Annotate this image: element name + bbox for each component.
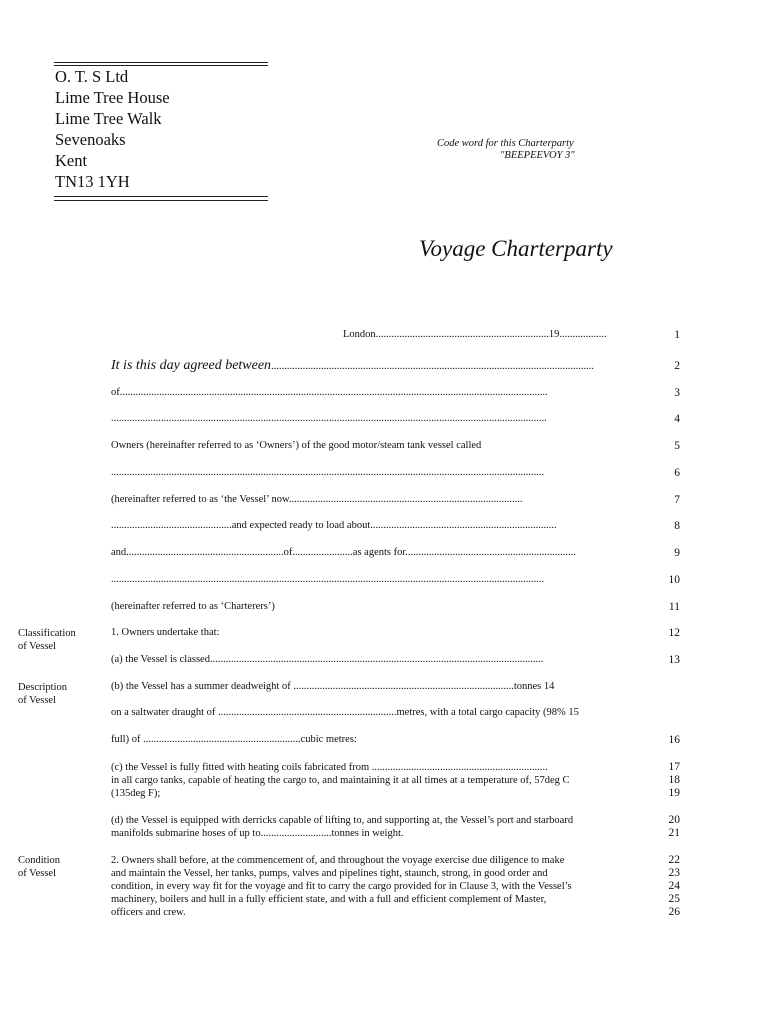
paragraph-line: manifolds submarine hoses of up to...........................tonnes in weight. — [111, 828, 404, 839]
header-rule-top-1 — [54, 62, 268, 63]
line-number: 10 — [668, 574, 680, 586]
address-line: Kent — [55, 151, 88, 170]
form-line-14: (b) the Vessel has a summer deadweight of ....................................................................................tonnes 14 — [111, 681, 555, 692]
line-number: 4 — [674, 413, 680, 425]
paragraph-line: machinery, boilers and hull in a fully efficient state, and with a full and efficient complement of Master, — [111, 894, 547, 905]
form-line-11: (hereinafter referred to as ‘Charterers’) — [111, 601, 275, 612]
paragraph-line: 2. Owners shall before, at the commencement of, and throughout the voyage exercise due diligence to make — [111, 855, 565, 866]
line-number: 12 — [668, 627, 680, 639]
address-line: Lime Tree Walk — [55, 109, 162, 128]
paragraph-line: officers and crew. — [111, 907, 186, 918]
line-number: 2 — [674, 360, 680, 372]
form-line-10: ..................................................................................................................................................................... — [111, 574, 545, 585]
paragraph-d-numbers — [669, 814, 681, 840]
line-number: 23 — [668, 867, 680, 879]
form-line-2: It is this day agreed between........................................................................................................................... — [111, 358, 594, 373]
form-line-4: ...................................................................................................................................................................... — [111, 413, 547, 424]
form-line-1: London..................................................................19.................. — [343, 329, 607, 340]
form-line-16: full) of ............................................................cubic metres: — [111, 734, 357, 745]
form-line-6: ..................................................................................................................................................................... — [111, 467, 545, 478]
address-line: Sevenoaks — [55, 130, 126, 149]
header-rule-bottom-2 — [54, 200, 268, 201]
line-number: 26 — [668, 906, 680, 918]
paragraph-line: (d) the Vessel is equipped with derricks capable of lifting to, and supporting at, the Vessel’s port and starboard — [111, 815, 574, 826]
form-line-5: Owners (hereinafter referred to as ‘Owners’) of the good motor/steam tank vessel called — [111, 440, 482, 451]
form-line-12: 1. Owners undertake that: — [111, 627, 220, 638]
address-line: O. T. S Ltd — [55, 67, 129, 86]
form-line-15: on a saltwater draught of ....................................................................metres, with a total cargo capacity (98% 15 — [111, 707, 579, 718]
code-word-label: Code word for this Charterparty — [437, 138, 574, 149]
line-number: 7 — [674, 494, 680, 506]
paragraph-line: (135deg F); — [111, 788, 161, 799]
line-number: 16 — [668, 734, 680, 746]
clause-2-numbers — [669, 854, 681, 919]
line-number: 8 — [674, 520, 680, 532]
address-line: TN13 1YH — [55, 172, 130, 191]
paragraph-c — [111, 761, 631, 800]
line-number: 22 — [668, 854, 680, 866]
code-word-value: "BEEPEEVOY 3" — [500, 150, 575, 161]
header-rule-bottom-1 — [54, 196, 268, 197]
paragraph-c-numbers — [669, 761, 681, 800]
line-number: 24 — [668, 880, 680, 892]
address-block — [55, 66, 170, 192]
line-number: 5 — [674, 440, 680, 452]
line-number: 18 — [668, 774, 680, 786]
form-line-7: (hereinafter referred to as ‘the Vessel’ now......................................................................................... — [111, 494, 523, 505]
line-number: 6 — [674, 467, 680, 479]
form-line-3: of................................................................................................................................................................... — [111, 387, 548, 398]
line-number: 17 — [668, 761, 680, 773]
address-line: Lime Tree House — [55, 88, 170, 107]
line-number: 13 — [668, 654, 680, 666]
sidenote-classification: Classification of Vessel — [18, 628, 76, 652]
line-number: 3 — [674, 387, 680, 399]
paragraph-d — [111, 814, 631, 840]
paragraph-line: (c) the Vessel is fully fitted with heating coils fabricated from ................................................................... — [111, 762, 548, 773]
document-title: Voyage Charterparty — [419, 236, 613, 261]
form-line-9: and............................................................of.......................as agents for................................................................. — [111, 547, 576, 558]
line-number: 19 — [668, 787, 680, 799]
sidenote-condition: Condition of Vessel — [18, 855, 61, 879]
paragraph-line: condition, in every way fit for the voyage and fit to carry the cargo provided for in Clause 3, with the Vessel’s — [111, 881, 572, 892]
form-line-13: (a) the Vessel is classed............................................................................................................................... — [111, 654, 544, 665]
sidenote-description: Description of Vessel — [18, 682, 67, 706]
clause-2-paragraph — [111, 854, 631, 919]
line-number: 25 — [668, 893, 680, 905]
line-number: 11 — [668, 601, 680, 613]
paragraph-line: and maintain the Vessel, her tanks, pumps, valves and pipelines tight, staunch, strong, in good order and — [111, 868, 548, 879]
form-line-8: ..............................................and expected ready to load about....................................................................... — [111, 520, 557, 531]
agreed-between-text: It is this day agreed between — [111, 358, 272, 373]
line-number: 1 — [674, 329, 680, 341]
paragraph-line: in all cargo tanks, capable of heating the cargo to, and maintaining it at all times at a temperature of, 57deg C — [111, 775, 570, 786]
line-number: 21 — [668, 827, 680, 839]
line-number: 9 — [674, 547, 680, 559]
line-number: 20 — [668, 814, 680, 826]
